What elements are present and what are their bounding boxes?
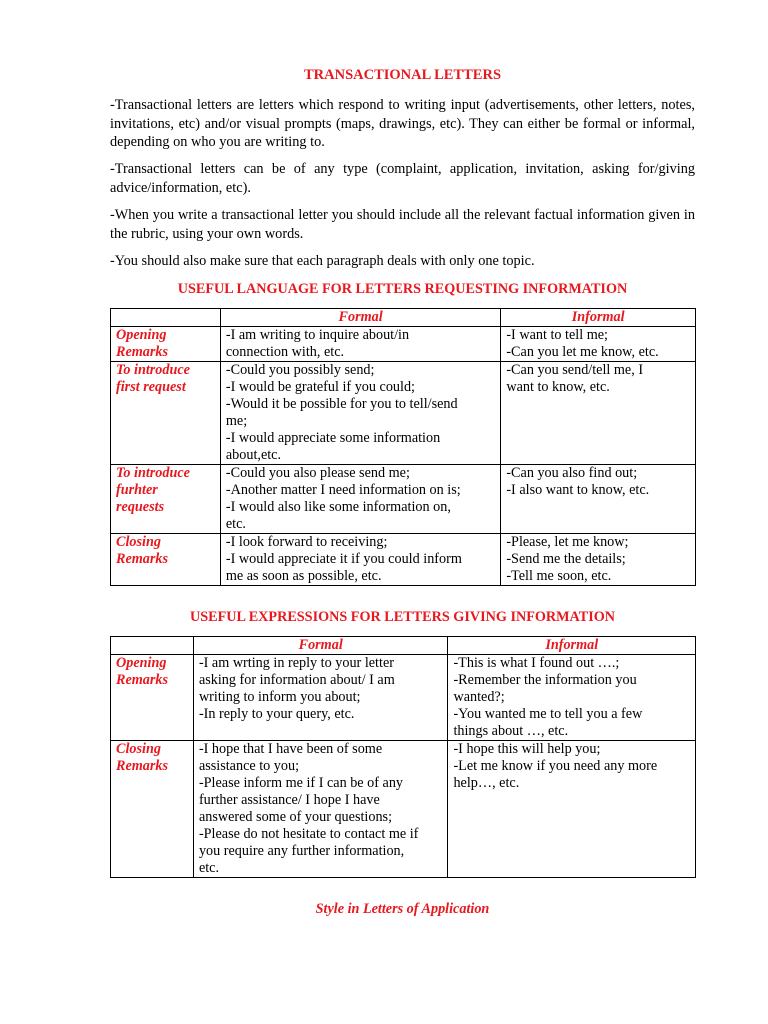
requesting-informal-line: -I also want to know, etc. [506,482,650,498]
requesting-label-line: To introduce [116,362,190,378]
requesting-informal-line: -Can you also find out; [506,465,638,481]
giving-formal-line: -Please inform me if I can be of any [198,775,404,791]
giving-formal-line: writing to inform you about; [198,689,361,705]
requesting-informal-cell [501,327,696,362]
giving-informal-line: -I hope this will help you; [453,741,601,757]
paragraph-one-topic: -You should also make sure that each paragraph deals with only one topic. [110,253,535,269]
requesting-table-row [111,465,696,534]
giving-header-row [111,637,696,655]
requesting-informal-line: -Send me the details; [506,551,626,567]
giving-informal-line: -This is what I found out ….; [453,655,620,671]
requesting-informal-line: -Tell me soon, etc. [506,568,612,584]
giving-formal-line: -I hope that I have been of some [198,741,383,757]
requesting-informal-line: want to know, etc. [506,379,610,395]
requesting-formal-cell [220,362,500,465]
requesting-formal-line: me; [225,413,248,429]
giving-table-row [111,655,696,741]
requesting-informal-cell [501,465,696,534]
requesting-label-line: first request [116,379,186,395]
requesting-formal-line: -I would also like some information on, [225,499,451,515]
requesting-informal-line: -I want to tell me; [506,327,608,343]
giving-formal-line: you require any further information, [198,843,405,859]
requesting-formal-line: me as soon as possible, etc. [225,568,382,584]
requesting-header-formal: Formal [220,309,500,327]
paragraph-types: -Transactional letters can be of any type (complaint, application, invitation, asking for/giving advice/information, etc). [110,161,695,196]
giving-table [110,636,696,878]
requesting-formal-line: -I am writing to inquire about/in [225,327,410,343]
requesting-formal-cell [220,465,500,534]
giving-informal-cell [448,655,696,741]
giving-informal-line: help…, etc. [453,775,520,791]
requesting-table-row [111,362,696,465]
requesting-label-line: Remarks [116,551,169,567]
requesting-formal-line: -I would appreciate it if you could inform [225,551,462,567]
requesting-formal-line: -Could you also please send me; [225,465,410,481]
requesting-label-cell [111,327,221,362]
requesting-header-informal: Informal [501,309,696,327]
requesting-table-row [111,327,696,362]
giving-label-line: Remarks [116,672,169,688]
giving-formal-line: -In reply to your query, etc. [198,706,355,722]
giving-formal-line: -Please do not hesitate to contact me if [198,826,419,842]
giving-header-empty [111,637,194,655]
requesting-label-line: Closing [116,534,161,550]
requesting-formal-line: etc. [225,516,246,532]
giving-formal-line: answered some of your questions; [198,809,393,825]
requesting-heading: USEFUL LANGUAGE FOR LETTERS REQUESTING INFORMATION [177,281,628,297]
giving-formal-line: assistance to you; [198,758,300,774]
giving-formal-cell [193,741,448,878]
giving-header-formal: Formal [193,637,448,655]
requesting-label-line: Remarks [116,344,169,360]
requesting-formal-line: connection with, etc. [225,344,345,360]
giving-formal-line: asking for information about/ I am [198,672,395,688]
giving-formal-cell [193,655,448,741]
giving-label-cell [111,655,194,741]
requesting-formal-line: -Another matter I need information on is; [225,482,461,498]
giving-formal-line: etc. [198,860,220,876]
giving-informal-line: -You wanted me to tell you a few [453,706,643,722]
requesting-formal-line: -Could you possibly send; [225,362,375,378]
giving-formal-line: -I am wrting in reply to your letter [198,655,394,671]
giving-informal-line: -Let me know if you need any more [453,758,658,774]
requesting-formal-line: about,etc. [225,447,282,463]
giving-informal-line: wanted?; [453,689,505,705]
requesting-informal-cell [501,362,696,465]
requesting-formal-line: -Would it be possible for you to tell/send [225,396,458,412]
giving-label-line: Closing [116,741,161,757]
requesting-formal-cell [220,534,500,586]
requesting-table-row [111,534,696,586]
giving-informal-line: -Remember the information you [453,672,637,688]
requesting-formal-cell [220,327,500,362]
requesting-informal-line: -Can you send/tell me, I [506,362,644,378]
requesting-label-cell [111,465,221,534]
giving-heading: USEFUL EXPRESSIONS FOR LETTERS GIVING INFORMATION [189,609,616,625]
requesting-formal-line: -I would be grateful if you could; [225,379,415,395]
requesting-label-cell [111,534,221,586]
page-title: TRANSACTIONAL LETTERS [303,67,502,83]
requesting-table [110,308,696,586]
requesting-label-cell [111,362,221,465]
requesting-formal-line: -I look forward to receiving; [225,534,388,550]
paragraph-definition: -Transactional letters are letters which respond to writing input (advertisements, other letters, notes, invitations, etc) and/or visual prompts (maps, drawings, etc). They can either be formal or informal, depending on who you are writing to. [110,97,695,150]
requesting-header-row [111,309,696,327]
paragraph-factual-info: -When you write a transactional letter you should include all the relevant factual information given in the rubric, using your own words. [110,207,695,242]
giving-label-cell [111,741,194,878]
giving-formal-line: further assistance/ I hope I have [198,792,380,808]
requesting-formal-line: -I would appreciate some information [225,430,441,446]
requesting-informal-cell [501,534,696,586]
requesting-label-line: requests [116,499,165,515]
giving-label-line: Remarks [116,758,169,774]
giving-header-informal: Informal [448,637,696,655]
giving-table-row [111,741,696,878]
giving-label-line: Opening [116,655,167,671]
requesting-label-line: Opening [116,327,167,343]
requesting-header-empty [111,309,221,327]
requesting-informal-line: -Please, let me know; [506,534,629,550]
requesting-informal-line: -Can you let me know, etc. [506,344,659,360]
giving-informal-cell [448,741,696,878]
requesting-label-line: To introduce [116,465,190,481]
requesting-label-line: furhter [116,482,158,498]
style-heading: Style in Letters of Application [315,901,490,917]
giving-informal-line: things about …, etc. [453,723,569,739]
